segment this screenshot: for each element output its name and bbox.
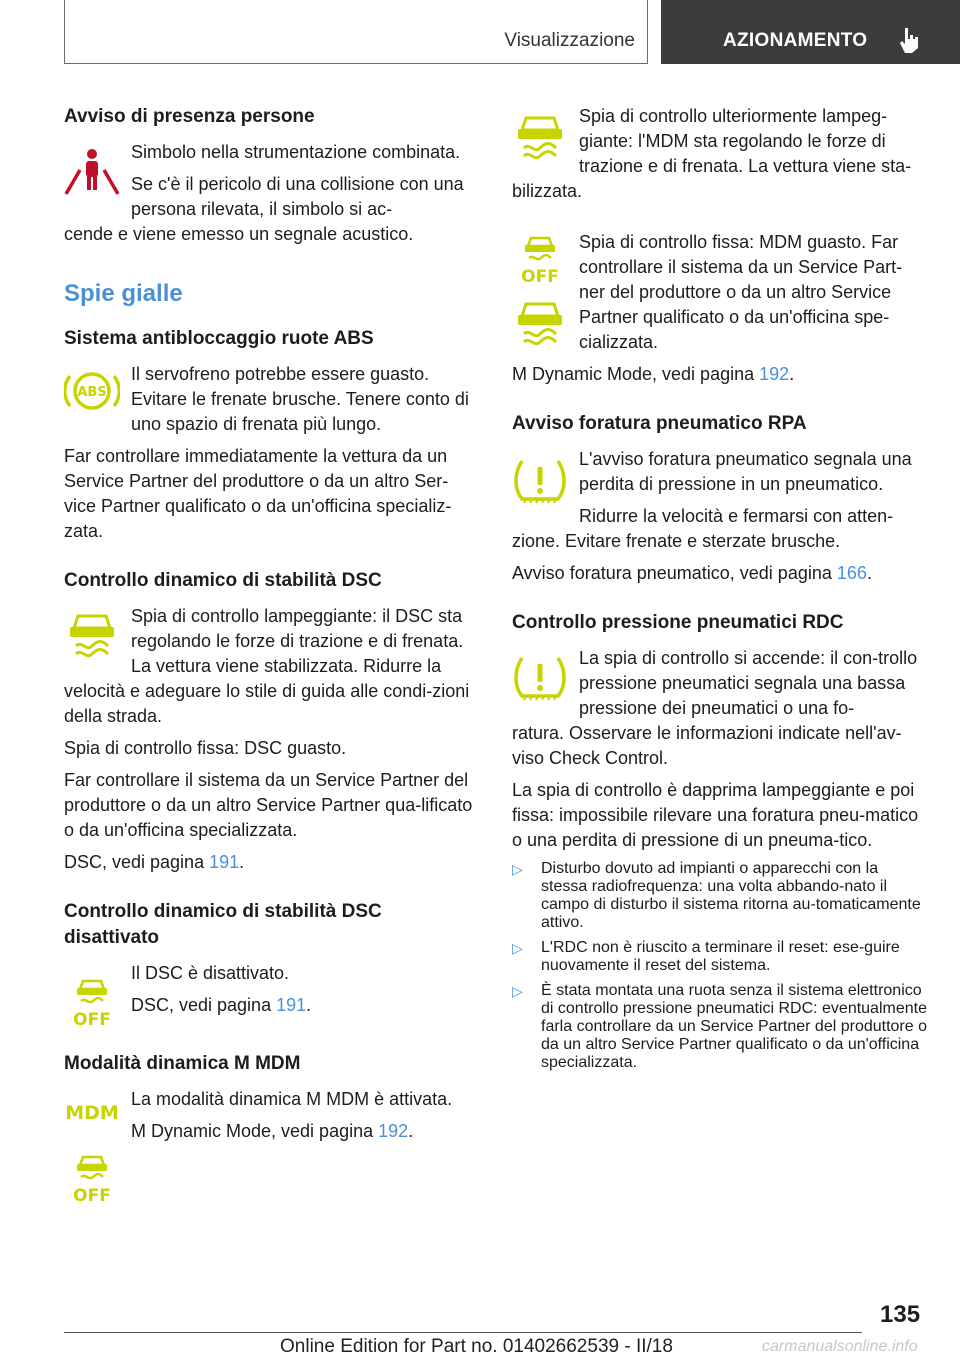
mdm-flashing-text-end: bilizzata.: [512, 181, 583, 201]
footer-edition: Online Edition for Part no. 01402662539 - II/18: [280, 1336, 673, 1357]
right-column: [512, 104, 928, 1072]
header-section-title: Visualizzazione: [504, 30, 635, 51]
person-warning-text-2b: cende e viene emesso un segnale acustico.: [64, 224, 414, 244]
mdm-fault-text: Spia di controllo fissa: MDM guasto. Far controllare il sistema da un Service Part-ner del produttore o da un altro Service Partner qualificato o da un'officina spe-cializzata.: [579, 232, 903, 352]
svg-text:ABS: ABS: [77, 385, 107, 400]
rpa-title: Avviso foratura pneumatico RPA: [512, 413, 807, 434]
dsc-text-2: Spia di controllo fissa: DSC guasto.: [64, 738, 347, 758]
mdm-page-link[interactable]: 192: [378, 1121, 409, 1141]
mdm-fault-car-skid-icon: [512, 296, 568, 346]
person-warning-block: [64, 140, 480, 222]
dsc-page-link[interactable]: 191: [209, 852, 240, 872]
mdm-icon: [64, 1097, 120, 1127]
rdc-bullet-list: [512, 860, 928, 1072]
list-item: ▷ È stata montata una ruota senza il sistema elettronico di controllo pressione pneumatici RDC: eventualmente farla controllare da un Service Partner del produttore o da un altro Service Partner qualificato o da un'officina specializzata.: [512, 982, 927, 1071]
triangle-bullet-icon: ▷: [512, 861, 523, 877]
dsc-text-1b: velocità e adeguare lo stile di guida alle condi-zioni della strada.: [64, 681, 470, 726]
mdm-car-skid-icon: [512, 110, 568, 160]
dsc-text-3: Far controllare il sistema da un Service Partner del produttore o da un altro Service Partner qua-lificato o da un'officina specializzata.: [64, 770, 473, 840]
tire-pressure-warning-icon: [512, 457, 568, 505]
rdc-text-2: La spia di controllo è dapprima lampeggiante e poi fissa: impossibile rilevare una foratura pneu-matico o una perdita di pressione di un pneuma-tico.: [512, 780, 919, 850]
dsc-off-title: Controllo dinamico di stabilità DSC disattivato: [64, 901, 382, 948]
tire-pressure-control-icon: [512, 654, 568, 702]
person-warning-text-1: Simbolo nella strumentazione combinata.: [131, 142, 461, 162]
rpa-text-2b: zione. Evitare frenate e sterzate brusche.: [512, 531, 841, 551]
mdm-text-1: La modalità dinamica M MDM è attivata.: [131, 1089, 453, 1109]
dsc-car-skid-icon: [64, 608, 120, 658]
mdm-flashing-text: Spia di controllo ulteriormente lampeg-giante: l'MDM sta regolando le forze di trazione e di frenata. La vettura viene sta-: [579, 106, 912, 176]
mdm-right-reference: M Dynamic Mode, vedi pagina 192.: [512, 364, 795, 384]
rpa-text-2a: Ridurre la velocità e fermarsi con atten-: [579, 506, 894, 526]
abs-title: Sistema antibloccaggio ruote ABS: [64, 328, 374, 349]
header-section-box: [64, 0, 648, 64]
abs-warning-icon: [64, 366, 120, 416]
section-title-yellow-lights: Spie gialle: [64, 280, 183, 307]
rpa-block: [512, 447, 928, 529]
hand-pointer-icon: [897, 26, 923, 54]
list-item: ▷ Disturbo dovuto ad impianti o apparecchi con la stessa radiofrequenza: una volta abbando-nato il campo di disturbo il sistema ritorna au-tomaticamente attivo.: [512, 860, 921, 931]
pedestrian-warning-icon: [64, 148, 120, 198]
watermark: carmanualsonline.info: [762, 1338, 918, 1355]
left-column: [64, 104, 480, 1203]
svg-text:MDM: MDM: [65, 1102, 119, 1124]
dsc-block: [64, 604, 480, 679]
rdc-text-1b: ratura. Osservare le informazioni indicate nell'av-viso Check Control.: [512, 723, 902, 768]
triangle-bullet-icon: ▷: [512, 983, 523, 999]
abs-block: [64, 362, 480, 437]
abs-text-2: Far controllare immediatamente la vettura da un Service Partner del produttore o da un altro Ser-vice Partner qualificato o da un'officina specializ-zata.: [64, 446, 452, 541]
rdc-text-1a: La spia di controllo si accende: il con-trollo pressione pneumatici segnala una bassa pressione dei pneumatici o una fo-: [579, 648, 918, 718]
header-chapter-title: AZIONAMENTO: [723, 30, 868, 51]
rdc-title: Controllo pressione pneumatici RDC: [512, 612, 844, 633]
footer-divider: [64, 1332, 862, 1333]
dsc-off-icon: [64, 977, 120, 1027]
mdm-reference: M Dynamic Mode, vedi pagina 192.: [131, 1121, 414, 1141]
rpa-page-link[interactable]: 166: [836, 563, 867, 583]
abs-text-1: Il servofreno potrebbe essere guasto. Evitare le frenate brusche. Tenere conto di uno spazio di frenata più lungo.: [131, 364, 469, 434]
person-warning-text-2a: Se c'è il pericolo di una collisione con una persona rilevata, il simbolo si ac-: [131, 174, 464, 219]
list-item: ▷ L'RDC non è riuscito a terminare il reset: ese-guire nuovamente il reset del sistema.: [512, 939, 900, 974]
mdm-right-page-link[interactable]: 192: [759, 364, 790, 384]
person-warning-title: Avviso di presenza persone: [64, 106, 315, 127]
dsc-title: Controllo dinamico di stabilità DSC: [64, 570, 382, 591]
rpa-text-1: L'avviso foratura pneumatico segnala una perdita di pressione in un pneumatico.: [579, 449, 912, 494]
mdm-flashing-block: [512, 104, 928, 179]
triangle-bullet-icon: ▷: [512, 940, 523, 956]
svg-text:OFF: OFF: [521, 267, 559, 284]
rdc-block: [512, 646, 928, 721]
mdm-fault-off-icon: [512, 234, 568, 284]
dsc-off-page-link[interactable]: 191: [276, 995, 307, 1015]
dsc-off-reference: DSC, vedi pagina 191.: [131, 995, 312, 1015]
rpa-reference: Avviso foratura pneumatico, vedi pagina 166.: [512, 563, 872, 583]
mdm-block: [64, 1087, 480, 1203]
mdm-fault-block: [512, 230, 928, 355]
mdm-title: Modalità dinamica M MDM: [64, 1053, 301, 1074]
dsc-off-block: [64, 961, 480, 1033]
dsc-reference: DSC, vedi pagina 191.: [64, 852, 245, 872]
header-chapter-tab: [661, 0, 960, 64]
dsc-off-text-1: Il DSC è disattivato.: [131, 963, 290, 983]
svg-text:OFF: OFF: [73, 1010, 111, 1027]
svg-text:OFF: OFF: [73, 1186, 111, 1203]
dsc-text-1a: Spia di controllo lampeggiante: il DSC sta regolando le forze di trazione e di frenata. La vettura viene stabilizzata. Ridurre la: [131, 606, 464, 676]
mdm-off-icon: [64, 1153, 120, 1203]
page-number: 135: [880, 1301, 921, 1328]
